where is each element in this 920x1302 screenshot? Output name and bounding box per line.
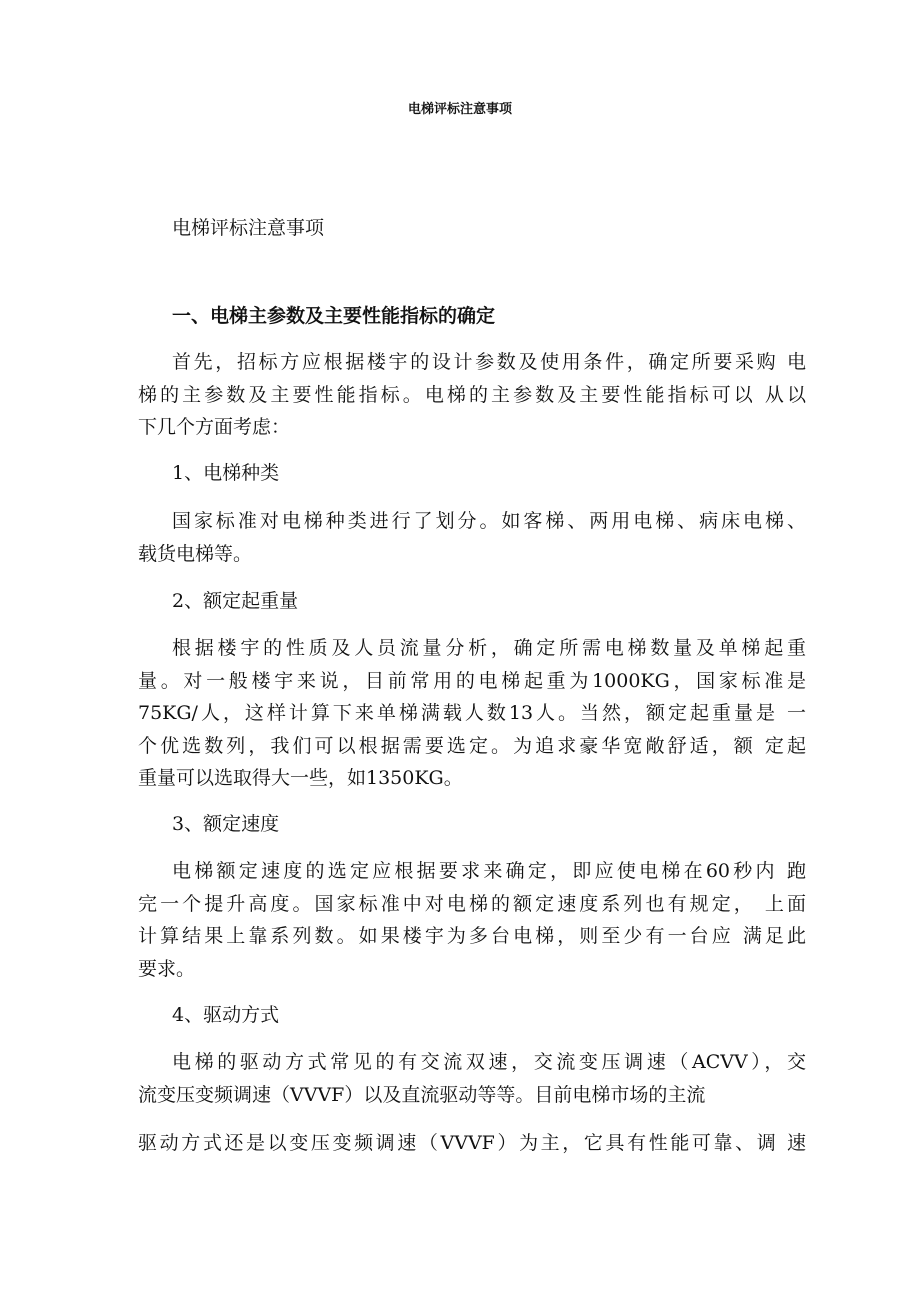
intro-paragraph: [138, 346, 806, 444]
item-2-line: 75KG/人，这样计算下来单梯满载人数13人。当然，额定起重量是 一: [138, 702, 806, 724]
intro-line: 首先，招标方应根据楼宇的设计参数及使用条件，确定所要采购 电: [172, 351, 806, 373]
item-2-line: 根据楼宇的性质及人员流量分析，确定所需电梯数量及单梯起重: [172, 637, 806, 659]
item-2-paragraph: [138, 632, 806, 795]
document-title: 电梯评标注意事项: [172, 217, 325, 239]
item-2-heading: 2、额定起重量: [172, 590, 299, 612]
section-1-heading: 一、电梯主参数及主要性能指标的确定: [172, 305, 496, 327]
item-4-paragraph: [138, 1046, 806, 1111]
item-3-paragraph: [138, 855, 806, 985]
page-header: 电梯评标注意事项: [407, 102, 512, 117]
item-1-line: 国家标准对电梯种类进行了划分。如客梯、两用电梯、病床电梯、: [172, 510, 806, 532]
item-4-line: 流变压变频调速（VVVF）以及直流驱动等等。目前电梯市场的主流: [138, 1083, 706, 1106]
item-3-heading: 3、额定速度: [172, 813, 280, 835]
item-4: [138, 999, 806, 1032]
item-2-line: 个优选数列，我们可以根据需要选定。为追求豪华宽敞舒适，额 定起: [138, 734, 806, 757]
item-3-line: 要求。: [138, 957, 196, 980]
item-3-line: 完一个提升高度。国家标准中对电梯的额定速度系列也有规定， 上面: [138, 892, 806, 915]
item-4-line: 电梯的驱动方式常见的有交流双速，交流变压调速（ACVV），交: [172, 1051, 806, 1073]
item-2: [138, 585, 806, 618]
item-3: [138, 808, 806, 841]
item-4-paragraph-continued: [138, 1127, 806, 1160]
item-1-heading: 1、电梯种类: [172, 462, 280, 484]
intro-line: 下几个方面考虑：: [138, 416, 291, 438]
item-4-line: 驱动方式还是以变压变频调速（VVVF）为主，它具有性能可靠、调 速: [138, 1132, 806, 1154]
document-title-block: [138, 212, 806, 245]
item-2-line: 重量可以选取得大一些，如1350KG。: [138, 767, 463, 789]
item-1-line: 载货电梯等。: [138, 542, 253, 565]
item-2-line: 量。对一般楼宇来说，目前常用的电梯起重为1000KG，国家标准是: [138, 669, 806, 692]
item-4-heading: 4、驱动方式: [172, 1004, 280, 1026]
item-1: [138, 457, 806, 490]
item-3-line: 电梯额定速度的选定应根据要求来确定，即应使电梯在60秒内 跑: [172, 860, 806, 882]
section-1: [138, 300, 806, 333]
item-3-line: 计算结果上靠系列数。如果楼宇为多台电梯，则至少有一台应 满足此: [138, 925, 806, 947]
intro-line: 梯的主参数及主要性能指标。电梯的主参数及主要性能指标可以 从以: [138, 383, 806, 406]
item-1-paragraph: [138, 505, 806, 570]
